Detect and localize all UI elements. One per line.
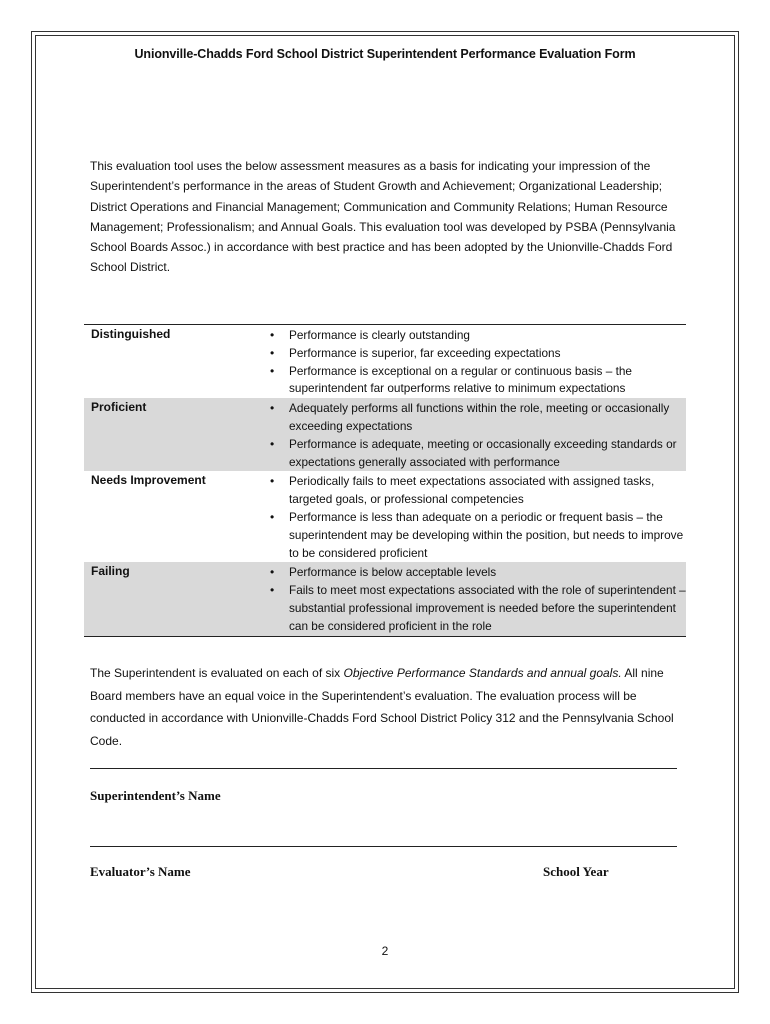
page-number: 2 [381, 944, 389, 958]
rating-point: • Fails to meet most expectations associated with the role of superintendent – substantial professional improvement is needed before the superintendent can be considered proficient in the role [261, 582, 686, 635]
rating-point: • Performance is adequate, meeting or occasionally exceeding standards or expectations generally associated with performance [261, 436, 686, 472]
rating-description-list [261, 400, 686, 471]
rating-description-list [261, 327, 686, 398]
intro-paragraph: This evaluation tool uses the below assessment measures as a basis for indicating your impression of the Superintendent’s performance in the areas of Student Growth and Achievement; Organizational Leadership; District Operations and Financial Management; Communication and Community Relations; Human Resource Management; Professionalism; and Annual Goals. This evaluation tool was developed by PSBA (Pennsylvania School Boards Assoc.) in accordance with best practice and has been adopted by the Unionville-Chadds Ford School District. [90, 159, 676, 275]
rating-point: • Performance is less than adequate on a periodic or frequent basis – the superintendent may be developing within the position, but needs to improve to be considered proficient [261, 509, 686, 562]
rating-row-failing [84, 562, 686, 636]
rating-row-needs-improvement [84, 471, 686, 562]
evaluation-process-paragraph: The Superintendent is evaluated on each of six Objective Performance Standards and annual goals. All nine Board members have an equal voice in the Superintendent’s evaluation. The evaluation process will be conducted in accordance with Unionville-Chadds Ford School District Policy 312 and the Pennsylvania School Code. [90, 666, 674, 748]
rating-scale-table [84, 324, 686, 637]
rating-point: • Performance is superior, far exceeding expectations [261, 345, 686, 363]
rating-point: • Periodically fails to meet expectations associated with assigned tasks, targeted goals, or professional competencies [261, 473, 686, 509]
rating-description-list [261, 473, 686, 562]
evaluator-name-label: Evaluator’s Name [90, 864, 191, 879]
rating-level: Proficient [84, 398, 261, 471]
standards-emphasis: Objective Performance Standards and annual goals. [343, 666, 622, 680]
rating-point: • Performance is below acceptable levels [261, 564, 686, 582]
rating-row-distinguished [84, 325, 686, 399]
rating-level: Distinguished [91, 327, 171, 341]
rating-row-proficient [84, 398, 686, 471]
rating-point: • Performance is exceptional on a regular or continuous basis – the superintendent far outperforms relative to minimum expectations [261, 363, 686, 399]
rating-description-list [261, 564, 686, 635]
rating-point: • Performance is clearly outstanding [261, 327, 686, 345]
superintendent-signature-line[interactable] [90, 768, 677, 769]
evaluator-signature-line[interactable] [90, 846, 677, 847]
rating-level: Failing [84, 562, 261, 636]
rating-point: • Adequately performs all functions within the role, meeting or occasionally exceeding expectations [261, 400, 686, 436]
superintendent-name-label: Superintendent’s Name [90, 788, 221, 803]
school-year-label: School Year [543, 864, 609, 879]
rating-level: Needs Improvement [91, 473, 206, 488]
form-title: Unionville-Chadds Ford School District Superintendent Performance Evaluation Form [134, 47, 636, 61]
